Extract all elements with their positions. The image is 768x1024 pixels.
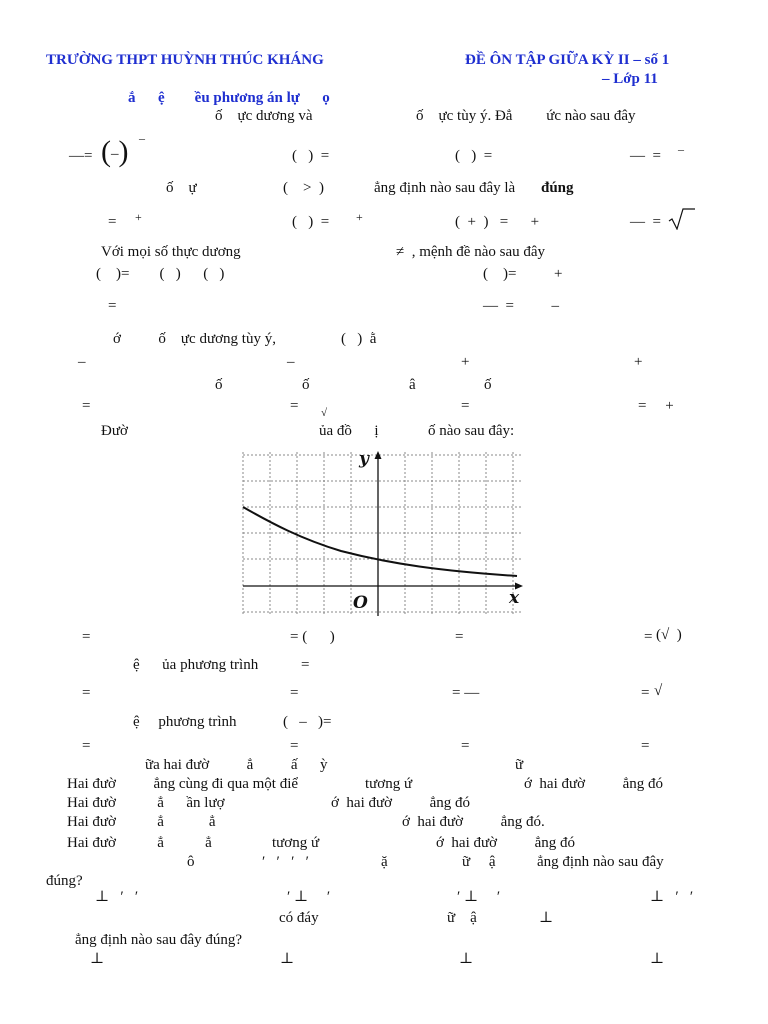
q6-text-c: ố nào sau đây: (428, 423, 515, 439)
q1-option-b: ( ) = (292, 148, 330, 164)
q5-option-a: = (82, 398, 91, 414)
q2-text-b: ẳng định nào sau đây là (374, 180, 516, 196)
q11-option-d: ⊥ (650, 951, 665, 967)
exam-title: ĐỀ ÔN TẬP GIỮA KỲ II – số 1 (465, 52, 670, 68)
q9-option-b-end: ớ hai đườ ẳng đó (331, 795, 470, 811)
q4-text-a: ớ ố ực dương tùy ý, (113, 331, 276, 347)
q1-text-b: ố ực tùy ý. Đẳ ức nào sau đây (416, 108, 636, 124)
q5-option-d: = + (638, 398, 674, 414)
q9-option-d: Hai đườ ẳ ẳ (67, 835, 212, 851)
q11-text-b: ữ ậ (447, 910, 477, 926)
q2-text-bold: đúng (541, 180, 574, 196)
q10-text-d: ữ ậ (462, 854, 496, 870)
graph-grid (243, 452, 521, 616)
q5-text-c: â (409, 377, 416, 393)
q2-sqrt-symbol (668, 208, 696, 230)
q11-text-a: có đáy (279, 910, 319, 926)
q8-option-b: = (290, 738, 299, 754)
q6-option-d-expr: (√ ) (656, 627, 682, 643)
q3-option-a: ( )= ( ) ( ) (96, 266, 225, 282)
section-title: ắ ệ ều phương án lự ọ (128, 90, 330, 106)
q2-option-a-exp: + (135, 210, 142, 224)
q1-option-c: ( ) = (455, 148, 493, 164)
q7-option-c: = — (452, 685, 480, 701)
q9-text-b: ữ (515, 757, 524, 773)
q1-option-d-exp: – (678, 142, 684, 156)
q10-text-b: ′ ′ ′ ′ (262, 854, 309, 870)
q6-text-a: Đườ (101, 423, 128, 439)
function-curve (243, 507, 517, 576)
q7-text-a: ệ ủa phương trình (133, 657, 259, 673)
q3-option-c: = (108, 298, 117, 314)
q11-option-a: ⊥ (90, 951, 105, 967)
q10-text-e: ẳng định nào sau đây (537, 854, 664, 870)
q2-option-b: ( ) = (292, 214, 330, 230)
grade-label: – Lớp 11 (602, 71, 658, 87)
q9-option-c: Hai đườ ẳ ẳ (67, 814, 216, 830)
q9-option-a-end: ớ hai đườ ẳng đó (524, 776, 663, 792)
q8-text-a: ệ phương trình (133, 714, 237, 730)
q9-option-c-end: ớ hai đườ ẳng đó. (402, 814, 545, 830)
q2-condition: ( > ) (283, 180, 324, 196)
q5-option-b-sqrt: √ (321, 407, 328, 419)
q11-text-d: ẳng định nào sau đây đúng? (75, 932, 243, 948)
q11-option-b: ⊥ (280, 951, 295, 967)
q10-text-f: đúng? (46, 873, 83, 889)
q3-option-d: — = – (483, 298, 559, 314)
q10-option-c: ′ ⊥ ′ (457, 889, 501, 905)
q5-text-a: ố (215, 377, 223, 393)
q11-text-c: ⊥ (539, 910, 554, 926)
q1-option-a-paren: (–) (101, 135, 129, 168)
q2-option-c: ( + ) = + (455, 214, 540, 230)
q6-option-a: = (82, 629, 91, 645)
q2-option-d: — = (630, 214, 661, 230)
q2-option-b-exp: + (356, 210, 363, 224)
q11-option-c: ⊥ (459, 951, 474, 967)
origin-label: O (353, 593, 368, 613)
q4-text-b: ( ) ằ (341, 331, 377, 347)
q9-option-a-mid: tương ứ (365, 776, 413, 792)
q8-option-d: = (641, 738, 650, 754)
q7-text-b: = (301, 657, 310, 673)
q10-option-d: ⊥ ′ ′ (650, 889, 694, 905)
q10-option-b: ′ ⊥ ′ (287, 889, 331, 905)
q7-option-d: = (641, 685, 650, 701)
q3-text-a: Với mọi số thực dương (101, 244, 241, 260)
q10-text-c: ặ (381, 854, 388, 870)
q4-option-a: – (78, 354, 86, 370)
q5-option-c: = (461, 398, 470, 414)
q4-option-b: – (287, 354, 295, 370)
q6-text-b: ủa đồ ị (319, 423, 379, 439)
q2-text-a: ố ự (166, 180, 197, 196)
q9-text-a: ữa hai đườ ẳ ấ ỳ (145, 757, 328, 773)
q1-option-a-exp: – (139, 131, 145, 145)
q9-option-d-end: ớ hai đườ ẳng đó (436, 835, 575, 851)
function-graph (241, 448, 526, 618)
q6-option-d: = (644, 629, 653, 645)
q2-option-a: = (108, 214, 117, 230)
y-axis-label: y (359, 449, 369, 469)
q6-option-b: = ( ) (290, 629, 335, 645)
q6-option-c: = (455, 629, 464, 645)
q5-text-b: ố (302, 377, 310, 393)
q9-option-b: Hai đườ ẳ ần lượ (67, 795, 225, 811)
q4-option-d: + (634, 354, 643, 370)
q5-text-d: ố (484, 377, 492, 393)
q10-option-a: ⊥ ′ ′ (95, 889, 139, 905)
q3-option-b: ( )= + (483, 266, 563, 282)
q10-text-a: ô (187, 854, 195, 870)
q5-option-b: = (290, 398, 299, 414)
q9-option-d-mid: tương ứ (272, 835, 320, 851)
q8-option-c: = (461, 738, 470, 754)
q9-option-a: Hai đườ ẳng cùng đi qua một điể (67, 776, 299, 792)
q7-option-a: = (82, 685, 91, 701)
q1-option-a: —= (69, 148, 93, 164)
q3-text-b: ≠ , mệnh đề nào sau đây (396, 244, 546, 260)
school-name: TRƯỜNG THPT HUỲNH THÚC KHÁNG (46, 52, 324, 68)
q8-text-b: ( – )= (283, 714, 332, 730)
q1-text-a: ố ực dương và (215, 108, 313, 124)
q7-option-d-sqrt: √ (654, 683, 663, 699)
x-axis-label: x (509, 588, 520, 608)
q8-option-a: = (82, 738, 91, 754)
q7-option-b: = (290, 685, 299, 701)
q4-option-c: + (461, 354, 470, 370)
q1-option-d: — = (630, 148, 661, 164)
